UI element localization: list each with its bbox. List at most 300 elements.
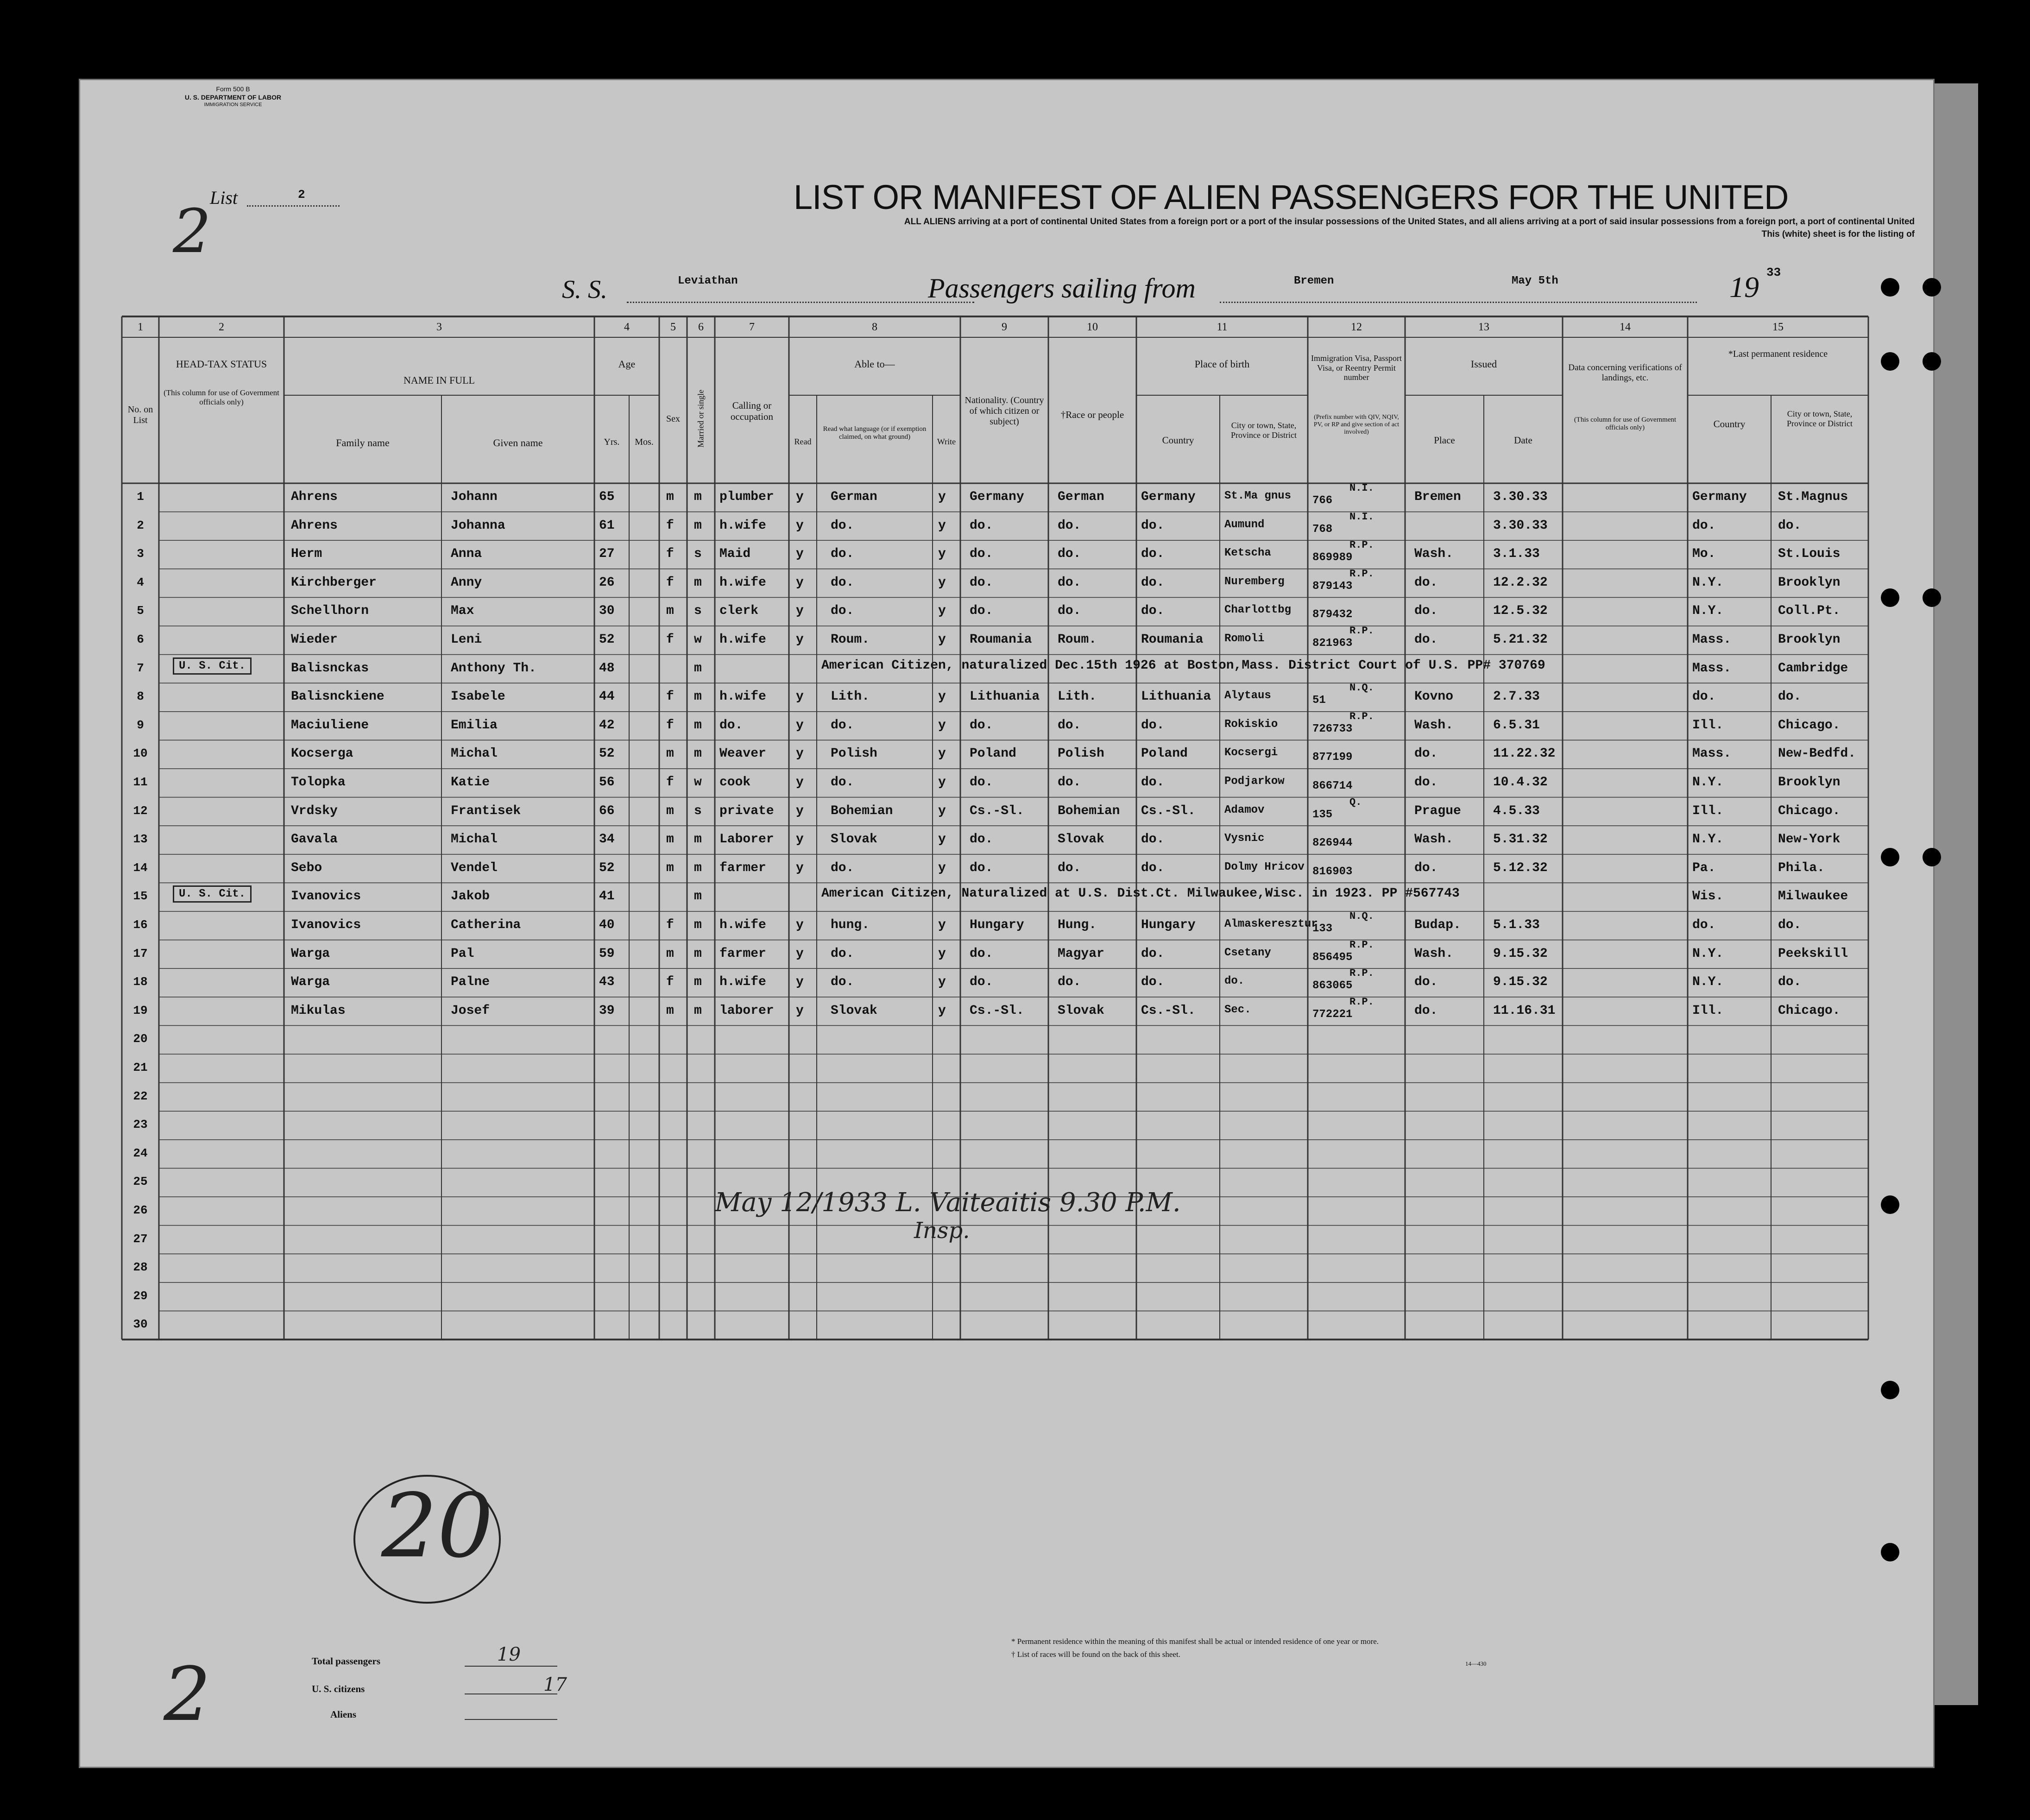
nationality: do. <box>970 518 993 533</box>
birth-city: Almaskeresztur <box>1224 918 1318 930</box>
page-title: LIST OR MANIFEST OF ALIEN PASSENGERS FOR THE UNITED <box>794 178 1789 216</box>
read-language: German <box>831 490 877 504</box>
age-years: 59 <box>599 946 615 961</box>
birth-country: Lithuania <box>1141 689 1211 704</box>
married-status: m <box>694 518 702 533</box>
row-number: 26 <box>133 1203 148 1217</box>
sex: m <box>666 946 674 961</box>
issued-place: do. <box>1414 632 1438 647</box>
can-read: y <box>796 775 804 790</box>
residence-city: do. <box>1778 975 1802 990</box>
nationality: do. <box>970 832 993 847</box>
inspection-signature-insp: Insp. <box>914 1218 970 1244</box>
age-years: 40 <box>599 918 615 932</box>
birth-city: Adamov <box>1224 803 1265 816</box>
birth-city: Nuremberg <box>1224 575 1285 588</box>
sex: m <box>666 746 674 761</box>
punch-hole <box>1881 278 1899 297</box>
header-verifications-note: (This column for use of Government officials only) <box>1574 416 1677 432</box>
age-years: 43 <box>599 975 615 990</box>
can-read: y <box>796 975 804 990</box>
sex: f <box>666 518 674 533</box>
residence-country: N.Y. <box>1692 775 1724 790</box>
column-number-15: 15 <box>1772 321 1784 333</box>
row-number: 9 <box>137 718 144 732</box>
can-read: y <box>796 918 804 932</box>
row-number: 23 <box>133 1118 148 1132</box>
visa-prefix: R.P. <box>1349 967 1374 980</box>
read-language: hung. <box>831 918 870 932</box>
given-name: Vendel <box>451 860 498 875</box>
visa-prefix: R.P. <box>1349 939 1374 951</box>
row-number: 19 <box>133 1003 148 1017</box>
can-write: y <box>938 803 946 818</box>
sex: f <box>666 575 674 590</box>
occupation: plumber <box>719 490 774 504</box>
row-number: 1 <box>137 490 144 504</box>
can-write: y <box>938 518 946 533</box>
can-read: y <box>796 718 804 733</box>
birth-city: Kocsergi <box>1224 746 1278 759</box>
family-name: Vrdsky <box>291 803 338 818</box>
residence-country: Pa. <box>1692 860 1716 875</box>
column-number-9: 9 <box>1002 321 1007 333</box>
family-name: Balisnckiene <box>291 689 385 704</box>
residence-city: Milwaukee <box>1778 889 1848 904</box>
residence-country: Germany <box>1692 490 1747 504</box>
header-issued-date: Date <box>1514 435 1532 446</box>
row-number: 7 <box>137 661 144 675</box>
issued-date: 9.15.32 <box>1493 946 1548 961</box>
issued-place: Wash. <box>1414 718 1454 733</box>
residence-country: Ill. <box>1692 1003 1724 1018</box>
race: Lith. <box>1058 689 1097 704</box>
visa-number: 772221 <box>1312 1008 1353 1021</box>
sex: f <box>666 975 674 990</box>
punch-hole <box>1923 352 1941 371</box>
header-birth-country: Country <box>1162 435 1194 446</box>
married-status: m <box>694 860 702 875</box>
birth-country: do. <box>1141 604 1165 619</box>
occupation: do. <box>719 718 743 733</box>
birth-city: St.Ma gnus <box>1224 490 1292 502</box>
visa-prefix: N.Q. <box>1349 910 1374 922</box>
column-number-10: 10 <box>1087 321 1098 333</box>
residence-country: N.Y. <box>1692 975 1724 990</box>
header-calling: Calling or occupation <box>730 400 774 423</box>
given-name: Michal <box>451 746 498 761</box>
age-years: 30 <box>599 604 615 619</box>
can-write: y <box>938 604 946 619</box>
form-number: Form 500 B <box>216 85 250 93</box>
family-name: Ivanovics <box>291 918 361 932</box>
visa-number: 863065 <box>1312 980 1353 992</box>
sex: f <box>666 632 674 647</box>
race: Bohemian <box>1058 803 1120 818</box>
inspection-signature: May 12/1933 L. Vaiteaitis 9.30 P.M. <box>715 1188 1181 1218</box>
header-last-residence: *Last permanent residence <box>1728 349 1828 359</box>
can-read: y <box>796 547 804 562</box>
visa-prefix: Q. <box>1349 796 1362 808</box>
residence-city: do. <box>1778 689 1802 704</box>
column-number-4: 4 <box>624 321 630 333</box>
row-number: 15 <box>133 889 148 904</box>
married-status: m <box>694 946 702 961</box>
header-issued: Issued <box>1470 358 1497 370</box>
row-number: 12 <box>133 803 148 818</box>
can-write: y <box>938 547 946 562</box>
birth-country: do. <box>1141 775 1165 790</box>
given-name: Johann <box>451 490 498 504</box>
issued-place: Wash. <box>1414 832 1454 847</box>
family-name: Schellhorn <box>291 604 369 619</box>
residence-country: N.Y. <box>1692 604 1724 619</box>
birth-city: Podjarkow <box>1224 775 1285 788</box>
birth-city: Ketscha <box>1224 547 1271 560</box>
column-number-1: 1 <box>138 321 143 333</box>
nationality: Cs.-Sl. <box>970 803 1024 818</box>
occupation: clerk <box>719 604 759 619</box>
issued-place: do. <box>1414 1003 1438 1018</box>
age-years: 52 <box>599 632 615 647</box>
header-head-tax-note: (This column for use of Government officials only) <box>164 388 279 406</box>
birth-city: Aumund <box>1224 518 1265 531</box>
header-family-name: Family name <box>336 437 390 449</box>
visa-number: 879432 <box>1312 608 1353 621</box>
issued-place: Wash. <box>1414 946 1454 961</box>
residence-city: Brooklyn <box>1778 575 1841 590</box>
read-language: do. <box>831 775 854 790</box>
can-read: y <box>796 860 804 875</box>
race: do. <box>1058 604 1081 619</box>
occupation: h.wife <box>719 575 766 590</box>
read-language: do. <box>831 575 854 590</box>
list-number: 2 <box>298 188 305 202</box>
visa-number: 766 <box>1312 494 1333 507</box>
column-number-2: 2 <box>219 321 224 333</box>
nationality: do. <box>970 975 993 990</box>
given-name: Anna <box>451 547 482 562</box>
race: do. <box>1058 547 1081 562</box>
given-name: Frantisek <box>451 803 521 818</box>
race: Slovak <box>1058 832 1104 847</box>
column-number-8: 8 <box>872 321 877 333</box>
family-name: Kocserga <box>291 746 353 761</box>
visa-number: 877199 <box>1312 751 1353 764</box>
header-able-to: Able to— <box>854 358 895 370</box>
sex: m <box>666 604 674 619</box>
read-language: Roum. <box>831 632 870 647</box>
issued-date: 3.30.33 <box>1493 518 1548 533</box>
header-name-in-full: NAME IN FULL <box>403 374 475 386</box>
issued-date: 11.16.31 <box>1493 1003 1556 1018</box>
race: do. <box>1058 518 1081 533</box>
header-residence-city: City or town, State, Province or District <box>1787 409 1853 428</box>
aliens-underline <box>465 1719 557 1720</box>
year-prefix: 19 <box>1729 271 1759 303</box>
issued-place: Wash. <box>1414 547 1454 562</box>
visa-number: 51 <box>1312 694 1326 707</box>
port-name: Bremen <box>1294 275 1334 287</box>
age-years: 34 <box>599 832 615 847</box>
family-name: Ahrens <box>291 490 338 504</box>
race: Magyar <box>1058 946 1104 961</box>
residence-city: do. <box>1778 518 1802 533</box>
nationality: do. <box>970 946 993 961</box>
given-name: Palne <box>451 975 490 990</box>
can-read: y <box>796 946 804 961</box>
given-name: Anny <box>451 575 482 590</box>
issued-date: 10.4.32 <box>1493 775 1548 790</box>
sex: f <box>666 918 674 932</box>
birth-city: Vysnic <box>1224 832 1265 845</box>
column-number-5: 5 <box>670 321 676 333</box>
occupation: Maid <box>719 547 751 562</box>
can-write: y <box>938 918 946 932</box>
married-status: m <box>694 889 702 904</box>
column-number-7: 7 <box>749 321 755 333</box>
can-read: y <box>796 689 804 704</box>
row-number: 6 <box>137 632 144 646</box>
issued-place: Prague <box>1414 803 1461 818</box>
sex: m <box>666 803 674 818</box>
occupation: farmer <box>719 860 766 875</box>
married-status: m <box>694 490 702 504</box>
given-name: Josef <box>451 1003 490 1018</box>
can-read: y <box>796 632 804 647</box>
header-age: Age <box>618 358 636 370</box>
can-write: y <box>938 832 946 847</box>
family-name: Maciuliene <box>291 718 369 733</box>
residence-city: Chicago. <box>1778 803 1841 818</box>
residence-country: do. <box>1692 689 1716 704</box>
birth-city: do. <box>1224 975 1245 988</box>
visa-prefix: R.P. <box>1349 568 1374 580</box>
race: do. <box>1058 975 1081 990</box>
row-number: 8 <box>137 689 144 704</box>
can-write: y <box>938 632 946 647</box>
nationality: Cs.-Sl. <box>970 1003 1024 1018</box>
occupation: h.wife <box>719 689 766 704</box>
birth-city: Rokiskio <box>1224 718 1278 731</box>
column-number-13: 13 <box>1478 321 1489 333</box>
form-code: 14—430 <box>1465 1660 1487 1667</box>
birth-city: Charlottbg <box>1224 604 1292 617</box>
row-number: 27 <box>133 1232 148 1246</box>
can-read: y <box>796 518 804 533</box>
birth-country: Hungary <box>1141 918 1196 932</box>
read-language: do. <box>831 718 854 733</box>
married-status: m <box>694 689 702 704</box>
family-name: Tolopka <box>291 775 346 790</box>
ss-label: S. S. <box>562 275 607 304</box>
row-number: 21 <box>133 1061 148 1074</box>
married-status: w <box>694 775 702 790</box>
birth-country: do. <box>1141 718 1165 733</box>
head-tax-stamp: U. S. Cit. <box>173 885 252 903</box>
age-years: 61 <box>599 518 615 533</box>
us-citizens-label: U. S. citizens <box>312 1683 365 1694</box>
family-name: Ahrens <box>291 518 338 533</box>
can-read: y <box>796 575 804 590</box>
can-write: y <box>938 775 946 790</box>
occupation: h.wife <box>719 918 766 932</box>
total-passengers-label: Total passengers <box>312 1656 380 1667</box>
read-language: Slovak <box>831 832 877 847</box>
header-verifications: Data concerning verifications of landings, etc. <box>1568 363 1682 383</box>
residence-city: St.Magnus <box>1778 490 1848 504</box>
row-number: 25 <box>133 1175 148 1189</box>
married-status: s <box>694 803 702 818</box>
can-read: y <box>796 604 804 619</box>
sailing-label: Passengers sailing from <box>928 273 1196 303</box>
row-number: 28 <box>133 1260 148 1275</box>
can-write: y <box>938 1003 946 1018</box>
residence-city: Phila. <box>1778 860 1825 875</box>
married-status: s <box>694 604 702 619</box>
residence-country: N.Y. <box>1692 832 1724 847</box>
occupation: cook <box>719 775 751 790</box>
visa-number: 816903 <box>1312 865 1353 878</box>
married-status: s <box>694 547 702 562</box>
residence-city: Cambridge <box>1778 661 1848 676</box>
visa-prefix: R.P. <box>1349 710 1374 722</box>
birth-country: do. <box>1141 518 1165 533</box>
visa-number: 879143 <box>1312 580 1353 593</box>
age-years: 52 <box>599 860 615 875</box>
header-place-of-birth: Place of birth <box>1194 358 1250 370</box>
row-number: 2 <box>137 518 144 532</box>
residence-country: do. <box>1692 918 1716 932</box>
age-years: 56 <box>599 775 615 790</box>
header-head-tax: HEAD-TAX STATUS <box>176 358 267 370</box>
visa-number: 866714 <box>1312 780 1353 792</box>
header-sex: Sex <box>666 414 680 424</box>
married-status: m <box>694 918 702 932</box>
header-race: †Race or people <box>1060 409 1124 420</box>
occupation: Laborer <box>719 832 774 847</box>
read-language: do. <box>831 547 854 562</box>
residence-country: Wis. <box>1692 889 1724 904</box>
row-number: 20 <box>133 1032 148 1046</box>
residence-country: Mass. <box>1692 746 1732 761</box>
issued-place: Kovno <box>1414 689 1454 704</box>
race: do. <box>1058 775 1081 790</box>
total-underline <box>465 1666 557 1667</box>
read-language: do. <box>831 518 854 533</box>
occupation: h.wife <box>719 975 766 990</box>
residence-city: St.Louis <box>1778 547 1841 562</box>
punch-hole <box>1923 848 1941 866</box>
family-name: Balisnckas <box>291 661 369 676</box>
can-write: y <box>938 860 946 875</box>
birth-city: Dolmy Hricov <box>1224 860 1305 873</box>
birth-country: do. <box>1141 860 1165 875</box>
can-write: y <box>938 718 946 733</box>
row-number: 11 <box>133 775 148 789</box>
manifest-sheet <box>79 79 1935 1768</box>
married-status: m <box>694 718 702 733</box>
punch-hole <box>1881 1381 1899 1399</box>
header-mos: Mos. <box>635 437 654 447</box>
age-years: 48 <box>599 661 615 676</box>
issued-date: 5.12.32 <box>1493 860 1548 875</box>
birth-country: do. <box>1141 975 1165 990</box>
header-no-on-list: No. on List <box>127 404 153 425</box>
issued-place: Budap. <box>1414 918 1461 932</box>
issued-date: 6.5.31 <box>1493 718 1540 733</box>
given-name: Catherina <box>451 918 521 932</box>
married-status: w <box>694 632 702 647</box>
visa-prefix: N.Q. <box>1349 682 1374 694</box>
header-write: Write <box>937 437 956 446</box>
age-years: 27 <box>599 547 615 562</box>
row-number: 22 <box>133 1089 148 1103</box>
punch-hole <box>1881 588 1899 607</box>
given-name: Isabele <box>451 689 505 704</box>
family-name: Warga <box>291 946 330 961</box>
nationality: do. <box>970 860 993 875</box>
given-name: Jakob <box>451 889 490 904</box>
married-status: m <box>694 1003 702 1018</box>
residence-country: N.Y. <box>1692 946 1724 961</box>
issued-date: 12.2.32 <box>1493 575 1548 590</box>
sex: f <box>666 718 674 733</box>
age-years: 42 <box>599 718 615 733</box>
married-status: m <box>694 746 702 761</box>
visa-prefix: N.I. <box>1349 482 1374 494</box>
residence-country: Mass. <box>1692 632 1732 647</box>
given-name: Max <box>451 604 474 619</box>
occupation: Weaver <box>719 746 766 761</box>
visa-number: 726733 <box>1312 722 1353 735</box>
issued-place: do. <box>1414 860 1438 875</box>
given-name: Michal <box>451 832 498 847</box>
citizenship-note: American Citizen, naturalized Dec.15th 1926 at Boston,Mass. District Court of U.S. PP# 370769 <box>821 658 1545 673</box>
birth-city: Sec. <box>1224 1003 1251 1016</box>
age-years: 66 <box>599 803 615 818</box>
issued-date: 3.1.33 <box>1493 547 1540 562</box>
footnote-races: † List of races will be found on the back of this sheet. <box>1011 1650 1180 1659</box>
residence-city: Coll.Pt. <box>1778 604 1841 619</box>
nationality: Hungary <box>970 918 1024 932</box>
birth-country: Roumania <box>1141 632 1204 647</box>
birth-city: Csetany <box>1224 946 1271 959</box>
us-citizens-value: 17 <box>543 1674 567 1695</box>
visa-number: 826944 <box>1312 837 1353 850</box>
issued-date: 3.30.33 <box>1493 490 1548 504</box>
visa-number: 821963 <box>1312 637 1353 650</box>
issued-date: 5.31.32 <box>1493 832 1548 847</box>
residence-city: Chicago. <box>1778 718 1841 733</box>
can-read: y <box>796 746 804 761</box>
residence-country: Mass. <box>1692 661 1732 676</box>
married-status: m <box>694 575 702 590</box>
read-language: do. <box>831 946 854 961</box>
service: IMMIGRATION SERVICE <box>204 102 262 108</box>
family-name: Wieder <box>291 632 338 647</box>
header-yrs: Yrs. <box>604 437 620 447</box>
birth-country: Cs.-Sl. <box>1141 1003 1196 1018</box>
header-read-language: Read what language (or if exemption claimed, on what ground) <box>823 425 927 441</box>
residence-city: do. <box>1778 918 1802 932</box>
visa-prefix: N.I. <box>1349 511 1374 523</box>
issued-date: 4.5.33 <box>1493 803 1540 818</box>
row-number: 30 <box>133 1317 148 1332</box>
race: Slovak <box>1058 1003 1104 1018</box>
header-married-or-single: Married or single <box>696 389 706 448</box>
race: Hung. <box>1058 918 1097 932</box>
